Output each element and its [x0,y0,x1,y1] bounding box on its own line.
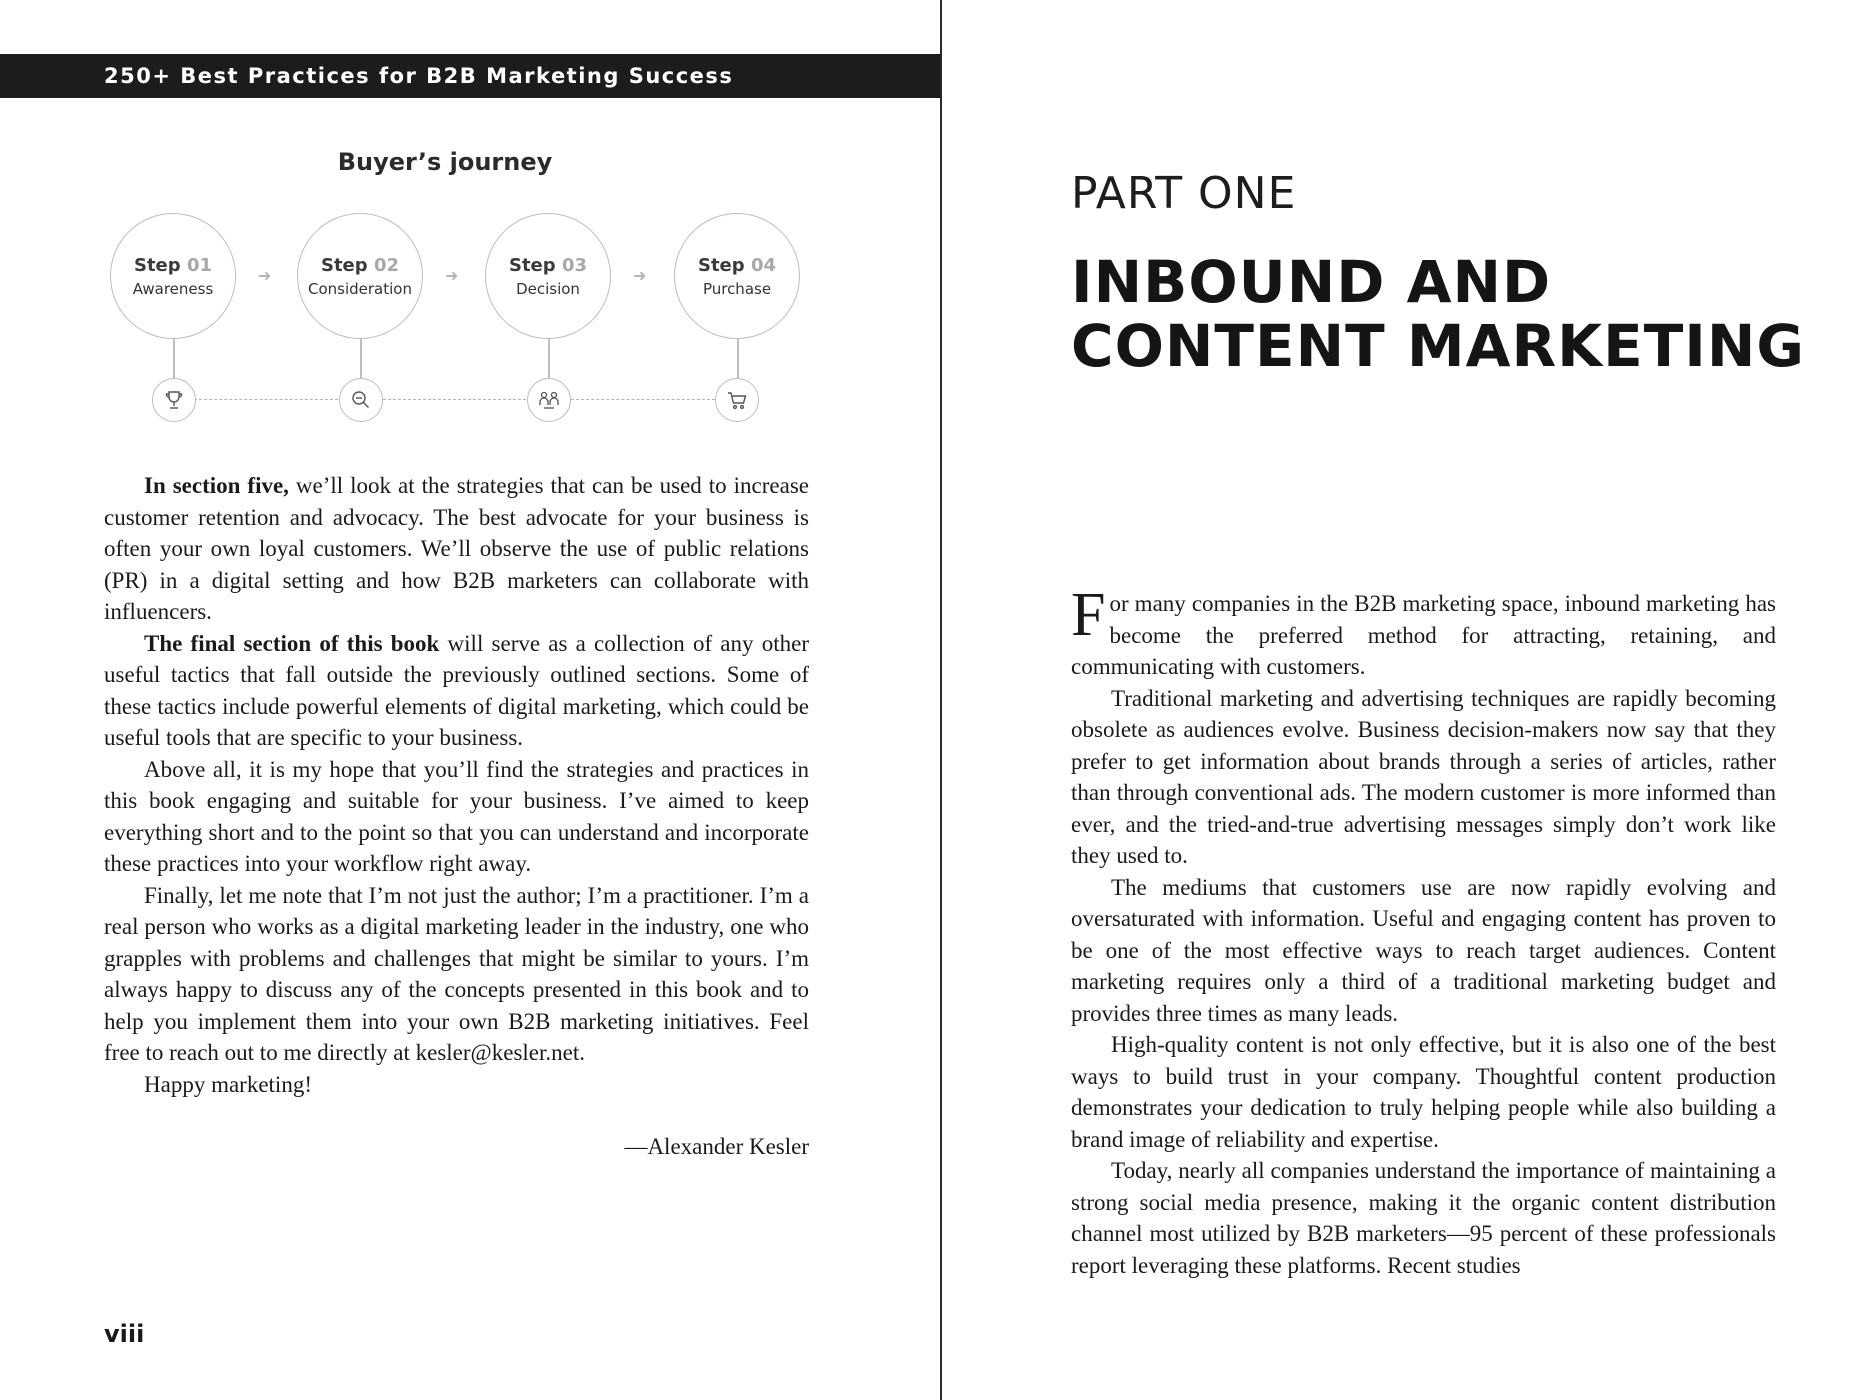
connector-dash [194,399,338,400]
trophy-icon [152,378,196,422]
step-circle-awareness [110,213,236,339]
paragraph-text: we’ll look at the strategies that can be used to increase customer retention and advocacy. The best advocate for your business is often your own loyal customers. We’ll observe the use of public relations (PR) in a digital setting and how B2B marketers can collaborate with influencers. [104,473,809,624]
step-number: 01 [186,254,212,276]
paragraph [104,880,809,1069]
left-body-text [104,470,809,1163]
part-label: PART ONE [1071,168,1297,219]
paragraph [104,754,809,880]
opening-paragraph [1071,581,1776,683]
people-icon [527,378,571,422]
step-prefix: Step [133,254,181,276]
step-number: 04 [750,254,776,276]
paragraph: High-quality content is not only effective, but it is also one of the best ways to build trust in your company. Thoughtful content production demonstrates your dedication to truly helping people while also building a brand image of reliability and expertise. [1071,1032,1776,1152]
page-gutter [940,0,942,1400]
step-circle-consideration [297,213,423,339]
part-title-line: CONTENT MARKETING [1071,312,1806,380]
paragraph [104,1069,809,1101]
step-prefix: Step [697,254,745,276]
connector-dash [571,399,715,400]
step-heading [509,255,587,276]
part-title-line: INBOUND AND [1071,248,1552,316]
diagram-title: Buyer’s journey [337,148,553,176]
step-number: 03 [561,254,587,276]
step-circle-purchase [674,213,800,339]
stem-line [737,338,739,378]
stem-line [173,338,175,378]
drop-cap: F [1071,581,1106,649]
paragraph-text: will serve as a collection of any other useful tactics that fall outside the previously outlined sections. Some of these tactics include powerful elements of digital marketing, which could be useful tools that are specific to your business. [104,630,809,750]
step-label: Awareness [132,279,214,298]
paragraph-text: Happy marketing! [144,1071,312,1097]
paragraph-lead: In section five, [144,473,289,498]
magnifier-icon [339,378,383,422]
part-title [1071,250,1831,378]
step-heading [698,255,776,276]
paragraph: Today, nearly all companies understand the importance of maintaining a strong social media presence, making it the organic content distribution channel most utilized by B2B marketers—95 percent of these professionals report leveraging these platforms. Recent studies [1071,1158,1776,1278]
connector-dash [383,399,526,400]
paragraph [104,628,809,754]
paragraph [104,470,809,628]
paragraph-text: Finally, let me note that I’m not just the author; I’m a practitioner. I’m a real person who works as a digital marketing leader in the industry, one who grapples with problems and challenges that might be similar to yours. I’m always happy to discuss any of the concepts presented in this book and to help you implement them into your own B2B marketing initiatives. Feel free to reach out to me directly at kesler@kesler.net. [104,882,809,1065]
buyers-journey-diagram [100,200,820,440]
cart-icon [715,378,759,422]
right-body-text [1071,581,1776,1281]
step-label: Purchase [702,279,772,298]
step-label: Consideration [308,279,412,298]
arrow-icon: ➜ [258,266,272,285]
running-header: 250+ Best Practices for B2B Marketing Success [0,54,940,98]
paragraph: The mediums that customers use are now rapidly evolving and oversaturated with information. Useful and engaging content has proven to be one of the most effective ways to reach target audiences. Content marketing requires only a third of a traditional marketing budget and provides three times as many leads. [1071,874,1776,1026]
step-label: Decision [516,279,580,298]
paragraph-lead: The final section of this book [144,630,440,656]
page-number: viii [104,1320,145,1348]
stem-line [548,338,550,378]
stem-line [360,338,362,378]
step-prefix: Step [320,254,368,276]
paragraph-text: or many companies in the B2B marketing space, inbound marketing has become the preferred method for attracting, retaining, and communicating with customers. [1071,591,1776,679]
step-heading [134,255,212,276]
step-number: 02 [373,254,399,276]
step-circle-decision [485,213,611,339]
arrow-icon: ➜ [445,266,459,285]
author-signature: —Alexander Kesler [624,1134,809,1159]
paragraph-text: Above all, it is my hope that you’ll find the strategies and practices in this book engaging and suitable for your business. I’ve aimed to keep everything short and to the point so that you can understand and incorporate these practices into your workflow right away. [104,756,809,876]
paragraph: Traditional marketing and advertising techniques are rapidly becoming obsolete as audiences evolve. Business decision-makers now say that they prefer to get information about brands through a series of articles, rather than through conventional ads. The modern customer is more informed than ever, and the tried-and-true advertising messages simply don’t work like they used to. [1071,685,1776,868]
arrow-icon: ➜ [633,266,647,285]
step-heading [321,255,399,276]
step-prefix: Step [508,254,556,276]
